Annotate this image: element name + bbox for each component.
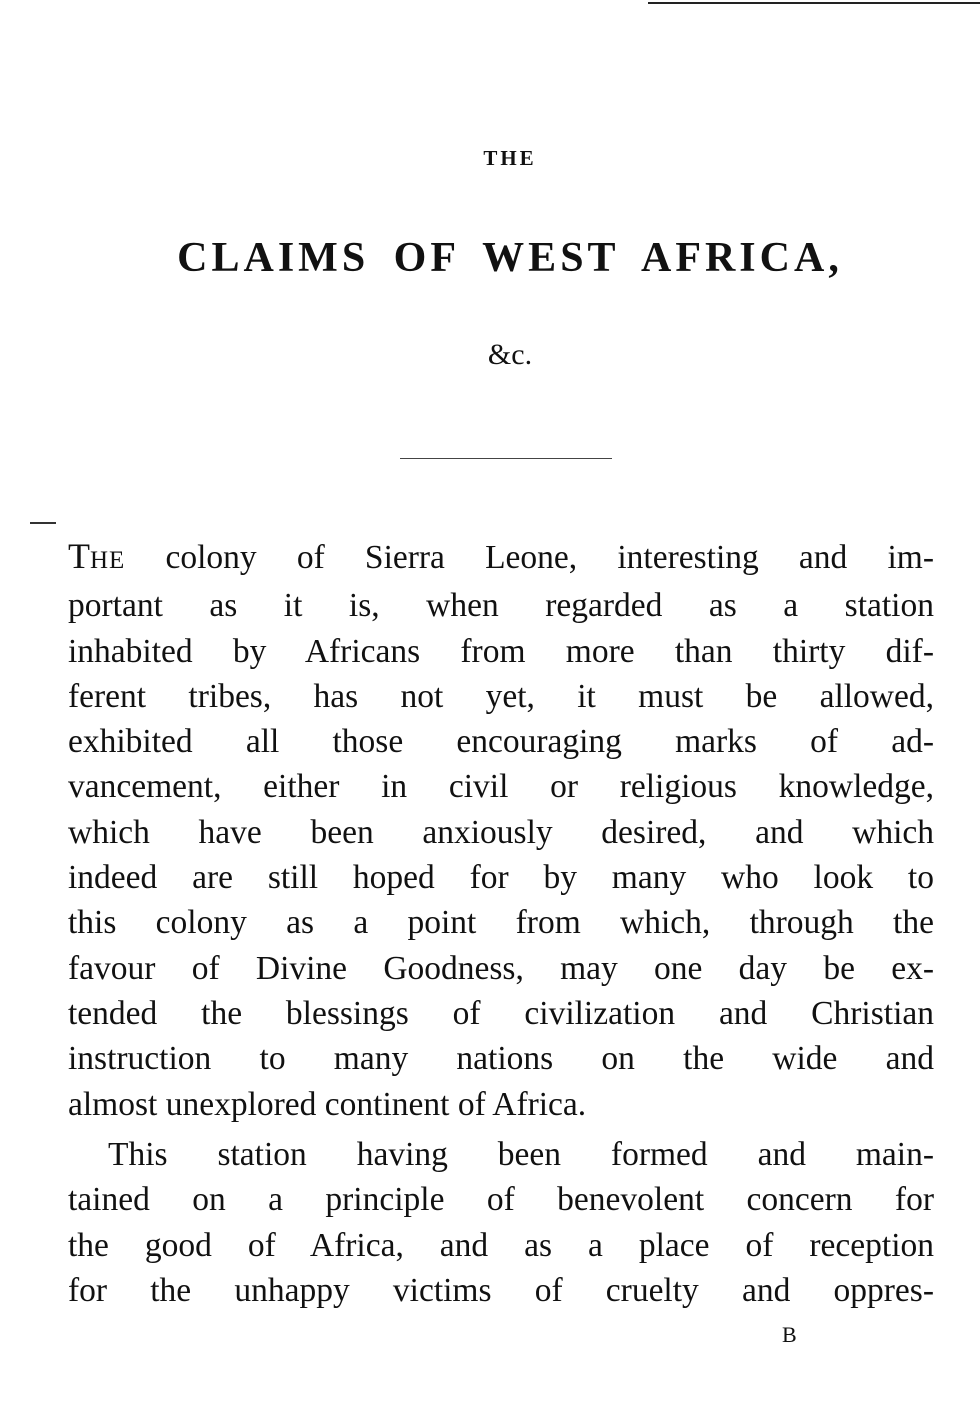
paragraph-line: portant as it is, when regarded as a station	[68, 587, 934, 625]
lead-small-caps: HE	[90, 547, 126, 574]
top-rule	[648, 2, 980, 4]
section-divider	[400, 458, 612, 459]
paragraph-line: tended the blessings of civilization and Christian	[68, 994, 934, 1032]
paragraph-line: instruction to many nations on the wide and	[68, 1040, 934, 1078]
signature-mark: B	[782, 1322, 797, 1347]
paragraph-line: almost unexplored continent of Africa.	[68, 1085, 587, 1123]
paragraph-line: This station having been formed and main-	[108, 1136, 934, 1173]
paragraph-line: favour of Divine Goodness, may one day be ex-	[68, 949, 934, 987]
paragraph-line: ferent tribes, has not yet, it must be allowed,	[68, 677, 934, 715]
paragraph-line: tained on a principle of benevolent concern for	[68, 1181, 934, 1219]
paragraph-line: exhibited all those encouraging marks of ad-	[68, 723, 934, 761]
page-title: CLAIMS OF WEST AFRICA,	[177, 235, 843, 281]
paragraph-2	[68, 1132, 934, 1313]
paragraph-line: this colony as a point from which, through the	[68, 904, 934, 942]
paragraph-line: indeed are still hoped for by many who look to	[68, 859, 934, 897]
paragraph-line	[68, 534, 934, 583]
margin-mark	[30, 522, 56, 524]
paragraph-line: inhabited by Africans from more than thirty dif-	[68, 632, 934, 670]
paragraph-line: vancement, either in civil or religious knowledge,	[68, 768, 934, 806]
lead-capital: T	[68, 536, 90, 576]
paragraph-line: the good of Africa, and as a place of reception	[68, 1226, 934, 1264]
pre-title: THE	[483, 146, 537, 170]
title-etc: &c.	[487, 338, 533, 371]
paragraph-1	[68, 534, 934, 1127]
paragraph-line: which have been anxiously desired, and which	[68, 813, 934, 851]
paragraph-line: for the unhappy victims of cruelty and oppres-	[68, 1271, 934, 1309]
line-text: colony of Sierra Leone, interesting and im-	[125, 539, 934, 576]
